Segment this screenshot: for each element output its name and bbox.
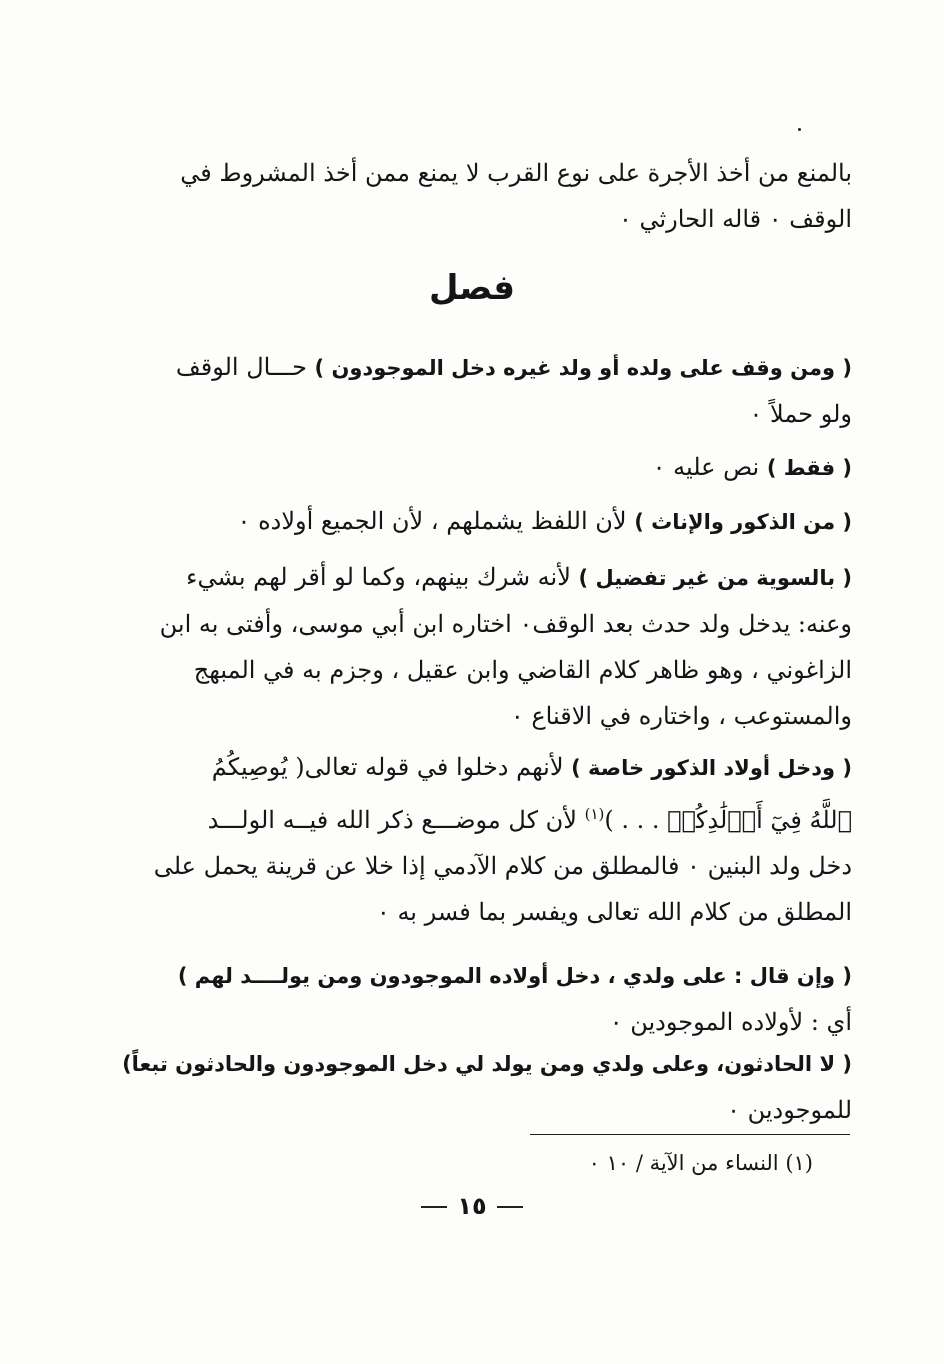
text-line — [212, 744, 852, 791]
page-number-value: ١٥ — [457, 1192, 487, 1220]
matn-text: ( بالسوية من غير تفضيل ) — [578, 566, 852, 590]
text-line — [212, 693, 852, 739]
commentary-text: لأنهم دخلوا في قوله تعالى( يُوصِيكُمُ — [211, 753, 572, 781]
page-number-dash-left — [421, 1206, 447, 1208]
commentary-text: ٱللَّهُ فِيٓ أَوۡلَٰدِكُمۡ . . . ) — [604, 806, 852, 834]
commentary-text: الوقف ٠ قاله الحارثي ٠ — [618, 205, 852, 233]
text-line — [186, 554, 852, 601]
text-line — [212, 498, 852, 545]
commentary-text: لأن كل موضـــع ذكر الله فيــه الولـــد — [207, 806, 585, 834]
commentary-text: نص عليه ٠ — [652, 453, 767, 481]
commentary-text: لأن اللفظ يشملهم ، لأن الجميع أولاده ٠ — [237, 507, 635, 535]
commentary-text: لأنه شرك بينهم، وكما لو أقر لهم بشيء — [186, 563, 579, 591]
commentary-text: وعنه: يدخل ولد حدث بعد الوقف٠ اختاره ابن أبي موسى، وأفتى به ابن — [159, 610, 852, 638]
text-line — [212, 1087, 852, 1133]
commentary-text: أي : لأولاده الموجودين ٠ — [609, 1008, 852, 1036]
commentary-text: المطلق من كلام الله تعالى ويفسر بما فسر به ٠ — [376, 898, 852, 926]
paragraph — [177, 952, 852, 1045]
text-line — [180, 150, 852, 196]
text-line — [159, 601, 852, 647]
text-line — [175, 344, 852, 391]
paragraph — [153, 744, 852, 935]
matn-text: ( وإن قال : على ولدي ، دخل أولاده الموجودون ومن يولــــد لهم ) — [177, 964, 852, 988]
text-line — [212, 444, 852, 491]
footnote-reference: (١) — [584, 805, 605, 823]
footnote: (١) النساء من الآية / ١٠ ٠ — [588, 1151, 813, 1175]
commentary-text: الزاغوني ، وهو ظاهر كلام القاضي وابن عقيل ، وجزم به في المبهج — [193, 656, 852, 684]
commentary-text: والمستوعب ، واختاره في الاقناع ٠ — [510, 702, 852, 730]
stray-mark — [798, 128, 801, 131]
text-line — [153, 843, 852, 889]
commentary-text: للموجودين ٠ — [727, 1096, 852, 1124]
commentary-text: ولو حملاً ٠ — [749, 400, 852, 428]
paragraph — [212, 444, 852, 491]
paragraph — [180, 150, 852, 242]
page-number-dash-right — [497, 1206, 523, 1208]
paragraph — [175, 344, 852, 437]
paragraph — [122, 1040, 852, 1133]
matn-text: ( لا الحادثون، وعلى ولدي ومن يولد لي دخل الموجودون والحادثون تبعاً) — [122, 1052, 852, 1076]
commentary-text: بالمنع من أخذ الأجرة على نوع القرب لا يمنع ممن أخذ المشروط في — [180, 159, 852, 187]
text-line — [212, 391, 852, 437]
commentary-text: دخل ولد البنين ٠ فالمطلق من كلام الآدمي إذا خلا عن قرينة يحمل على — [153, 852, 852, 880]
text-line — [212, 999, 852, 1045]
matn-text: ( ومن وقف على ولده أو ولد غيره دخل الموجودون ) — [314, 356, 852, 380]
text-line — [193, 647, 852, 693]
paragraph — [212, 498, 852, 545]
text-line — [122, 1040, 852, 1087]
text-line — [177, 952, 852, 999]
footnote-separator — [530, 1134, 850, 1135]
page-number — [0, 1192, 944, 1220]
section-heading: فصل — [428, 268, 516, 308]
matn-text: ( من الذكور والإناث ) — [634, 510, 852, 534]
matn-text: ( فقط ) — [766, 456, 852, 480]
paragraph — [159, 554, 852, 739]
text-line — [212, 196, 852, 242]
text-line — [212, 889, 852, 935]
commentary-text: حـــال الوقف — [175, 353, 315, 381]
text-line — [207, 791, 852, 843]
matn-text: ( ودخل أولاد الذكور خاصة ) — [571, 756, 852, 780]
